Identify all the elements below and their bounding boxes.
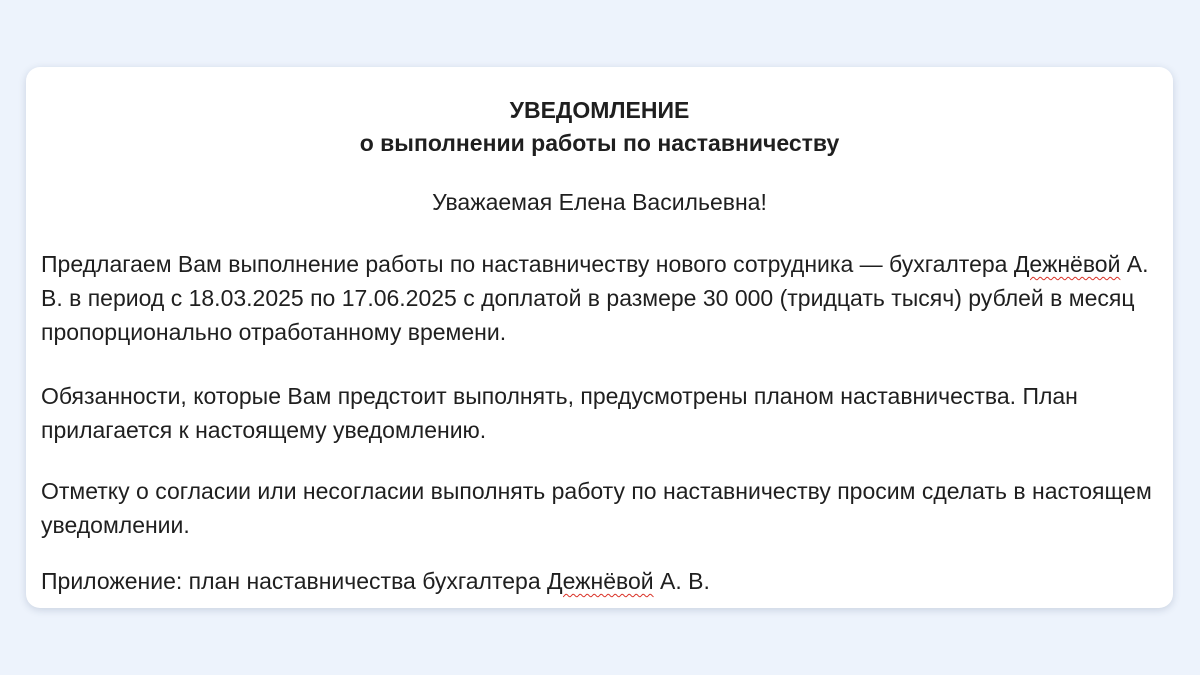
attachment-text-end: А. В. [653, 568, 710, 594]
document-card [26, 67, 1173, 608]
paragraph-offer [41, 247, 1153, 349]
document-subtitle: о выполнении работы по наставничеству [359, 130, 840, 156]
misspelled-surname[interactable]: Дежнёвой [547, 568, 654, 594]
paragraph-consent: Отметку о согласии или несогласии выполнять работу по наставничеству просим сделать в настоящем уведомлении. [41, 478, 1152, 538]
paragraph-offer-text-start: Предлагаем Вам выполнение работы по наставничеству нового сотрудника — бухгалтера [41, 251, 1014, 277]
paragraph-offer-text-end: А. В. в период с 18.03.2025 по 17.06.2025 с доплатой в размере 30 000 (тридцать тысяч) рублей в месяц пропорционально отработанному времени. [41, 251, 1149, 345]
misspelled-surname[interactable]: Дежнёвой [1013, 251, 1121, 277]
document-title: УВЕДОМЛЕНИЕ [509, 97, 690, 123]
attachment-text-start: Приложение: план наставничества бухгалтера [41, 568, 548, 594]
attachment-line [41, 564, 1153, 598]
paragraph-duties: Обязанности, которые Вам предстоит выполнять, предусмотрены планом наставничества. План прилагается к настоящему уведомлению. [41, 383, 1078, 443]
greeting: Уважаемая Елена Васильевна! [432, 189, 767, 215]
